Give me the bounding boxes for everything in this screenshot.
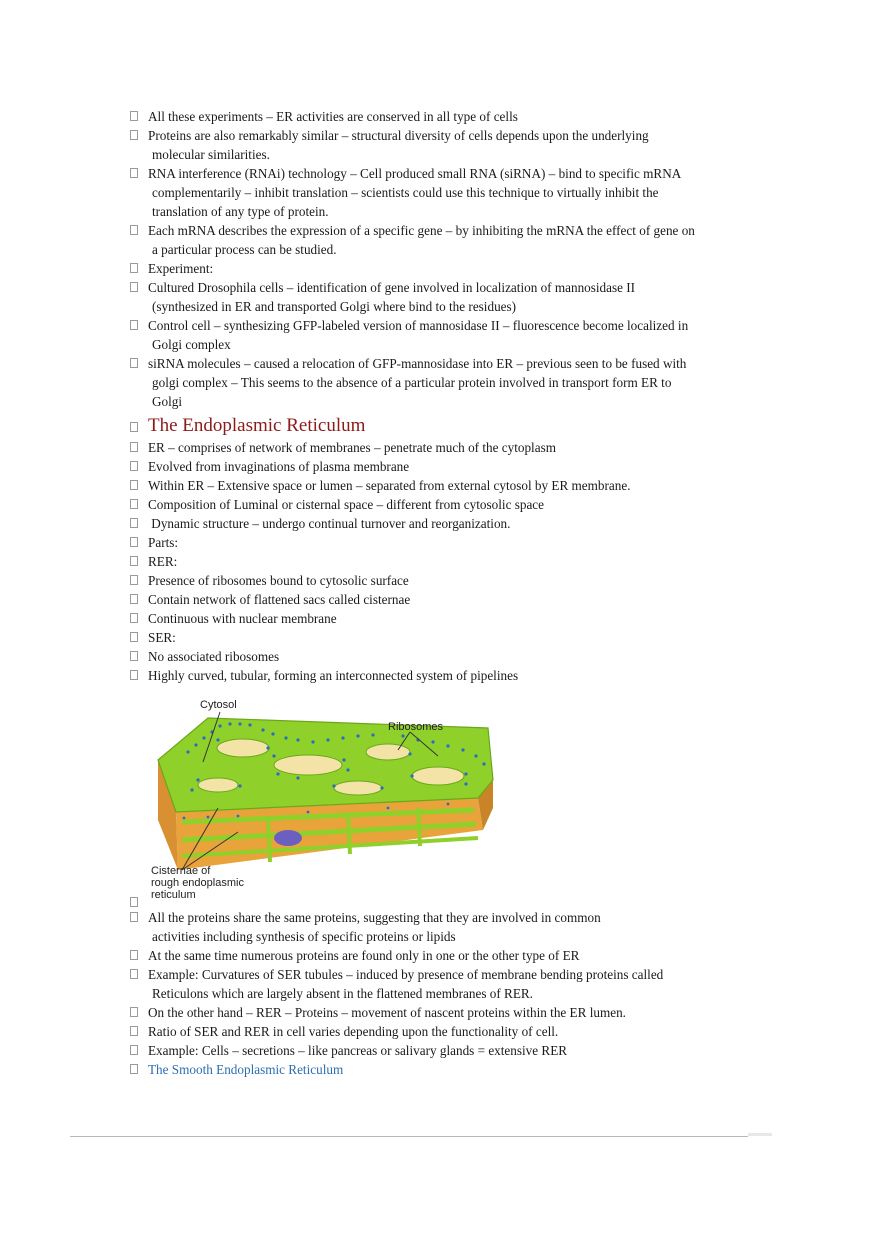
list-item: All these experiments – ER activities are conserved in all type of cells bbox=[130, 107, 750, 126]
label-ribosomes: Ribosomes bbox=[388, 721, 444, 733]
list-item: On the other hand – RER – Proteins – movement of nascent proteins within the ER lumen. bbox=[130, 1003, 750, 1022]
bullet-icon bbox=[130, 969, 138, 979]
bullet-icon bbox=[130, 632, 138, 642]
er-lumen-opening bbox=[217, 739, 269, 757]
list-item: Contain network of flattened sacs called cisternae bbox=[130, 590, 750, 609]
bullet-icon bbox=[130, 422, 138, 432]
er-lumen-opening bbox=[366, 744, 410, 760]
list-item: Within ER – Extensive space or lumen – separated from external cytosol by ER membrane. bbox=[130, 476, 750, 495]
bullet-icon bbox=[130, 537, 138, 547]
bullet-icon bbox=[130, 518, 138, 528]
label-cisternae-line2: rough endoplasmic bbox=[151, 877, 244, 889]
list-item: No associated ribosomes bbox=[130, 647, 750, 666]
footer-divider bbox=[70, 1136, 748, 1137]
bullet-icon bbox=[130, 111, 138, 121]
bullet-icon bbox=[130, 461, 138, 471]
list-item: Presence of ribosomes bound to cytosolic surface bbox=[130, 571, 750, 590]
er-lumen-opening bbox=[412, 767, 464, 785]
list-item: Each mRNA describes the expression of a specific gene – by inhibiting the mRNA the effect of gene on a particular process can be studied. bbox=[130, 221, 750, 259]
list-item: siRNA molecules – caused a relocation of GFP-mannosidase into ER – previous seen to be fused with golgi complex – This seems to the absence of a particular protein involved in transport form ER to Golgi bbox=[130, 354, 750, 411]
bullet-icon bbox=[130, 499, 138, 509]
bullet-icon bbox=[130, 556, 138, 566]
list-item: Composition of Luminal or cisternal space – different from cytosolic space bbox=[130, 495, 750, 514]
bullet-icon bbox=[130, 1007, 138, 1017]
list-item: Evolved from invaginations of plasma membrane bbox=[130, 457, 750, 476]
list-item: Parts: bbox=[130, 533, 750, 552]
list-item: Cultured Drosophila cells – identification of gene involved in localization of mannosidase II (synthesized in ER and transported Golgi where bind to the residues) bbox=[130, 278, 750, 316]
bullet-icon bbox=[130, 263, 138, 273]
section-heading: The Endoplasmic Reticulum bbox=[130, 413, 750, 438]
bullet-icon bbox=[130, 912, 138, 922]
er-lumen-opening bbox=[334, 781, 382, 795]
label-cisternae-line3: reticulum bbox=[151, 889, 196, 901]
bullet-icon bbox=[130, 1045, 138, 1055]
er-inclusion bbox=[274, 830, 302, 846]
list-item: All the proteins share the same proteins, suggesting that they are involved in common activities including synthesis of specific proteins or lipids bbox=[130, 908, 750, 946]
bullet-icon bbox=[130, 1064, 138, 1074]
bullet-icon bbox=[130, 168, 138, 178]
bullet-icon bbox=[130, 480, 138, 490]
list-item: Highly curved, tubular, forming an interconnected system of pipelines bbox=[130, 666, 750, 685]
bullet-icon bbox=[130, 575, 138, 585]
list-item: RER: bbox=[130, 552, 750, 571]
bullet-icon bbox=[130, 950, 138, 960]
list-item: Example: Cells – secretions – like pancreas or salivary glands = extensive RER bbox=[130, 1041, 750, 1060]
list-item: Continuous with nuclear membrane bbox=[130, 609, 750, 628]
list-item: RNA interference (RNAi) technology – Cell produced small RNA (siRNA) – bind to specific mRNA complementarily – inhibit translation – scientists could use this technique to virtually inhibit the translation of any type of protein. bbox=[130, 164, 750, 221]
experiment-notes bbox=[130, 107, 750, 685]
list-item: SER: bbox=[130, 628, 750, 647]
rough-er-diagram bbox=[148, 690, 498, 902]
label-cytosol: Cytosol bbox=[200, 699, 237, 711]
bullet-icon bbox=[130, 897, 138, 907]
list-item: Control cell – synthesizing GFP-labeled version of mannosidase II – fluorescence become localized in Golgi complex bbox=[130, 316, 750, 354]
list-item: At the same time numerous proteins are found only in one or the other type of ER bbox=[130, 946, 750, 965]
bullet-icon bbox=[130, 613, 138, 623]
bullet-icon bbox=[130, 225, 138, 235]
footer-mark bbox=[748, 1133, 772, 1136]
bullet-icon bbox=[130, 1026, 138, 1036]
bullet-icon bbox=[130, 442, 138, 452]
er-lumen-opening bbox=[274, 755, 342, 775]
smooth-er-link[interactable]: The Smooth Endoplasmic Reticulum bbox=[130, 1060, 750, 1079]
bullet-icon bbox=[130, 358, 138, 368]
list-item: Ratio of SER and RER in cell varies depending upon the functionality of cell. bbox=[130, 1022, 750, 1041]
list-item: Proteins are also remarkably similar – structural diversity of cells depends upon the underlying molecular similarities. bbox=[130, 126, 750, 164]
bullet-icon bbox=[130, 651, 138, 661]
bullet-icon bbox=[130, 130, 138, 140]
bullet-icon bbox=[130, 594, 138, 604]
er-protein-notes bbox=[130, 908, 750, 1079]
bullet-icon bbox=[130, 320, 138, 330]
er-lumen-opening bbox=[198, 778, 238, 792]
label-cisternae-line1: Cisternae of bbox=[151, 865, 211, 877]
list-item: Dynamic structure – undergo continual turnover and reorganization. bbox=[130, 514, 750, 533]
list-item: Example: Curvatures of SER tubules – induced by presence of membrane bending proteins called Reticulons which are largely absent in the flattened membranes of RER. bbox=[130, 965, 750, 1003]
list-item: ER – comprises of network of membranes – penetrate much of the cytoplasm bbox=[130, 438, 750, 457]
bullet-icon bbox=[130, 282, 138, 292]
list-item: Experiment: bbox=[130, 259, 750, 278]
bullet-icon bbox=[130, 670, 138, 680]
